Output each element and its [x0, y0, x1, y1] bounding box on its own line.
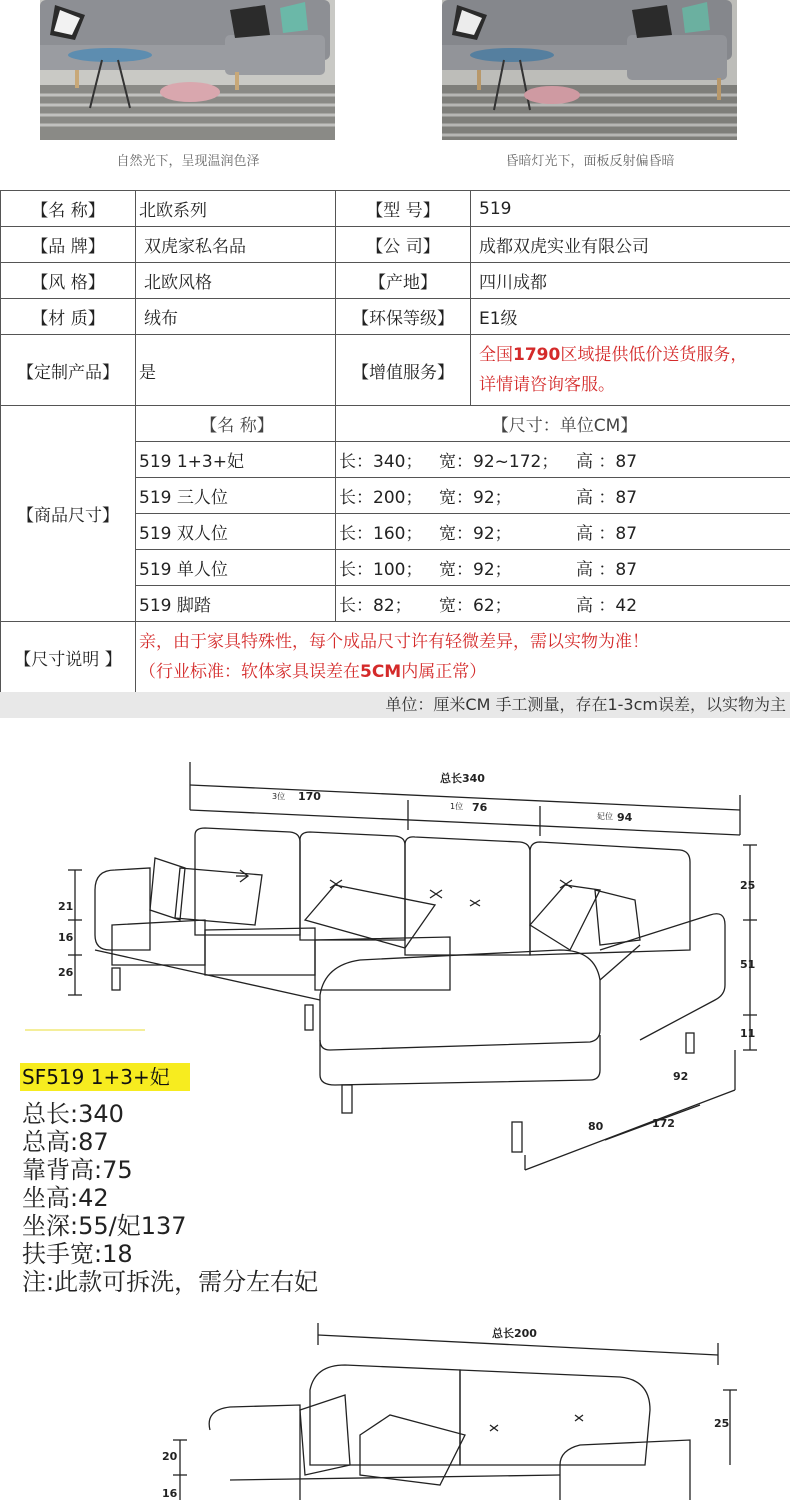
spec-row-style: [1, 263, 790, 299]
dim-right-1: 25: [740, 879, 756, 892]
dimension-info-list: [22, 1100, 318, 1296]
spec-row-name: [1, 191, 790, 227]
size-row-dims: 长：100； 宽：92； 高 ：87: [336, 550, 790, 586]
dim-left-1: 21: [58, 900, 74, 913]
eco-label: 【环保等级】: [336, 299, 471, 335]
dim-seg3-tag: 妃位: [597, 812, 613, 821]
dim2-left-2: 16: [162, 1487, 178, 1500]
service-line-2: 详情请咨询客服。: [479, 375, 615, 395]
dim-seg1-tag: 3位: [272, 792, 286, 801]
spec-row-material: [1, 299, 790, 335]
dim-depth-1: 92: [673, 1070, 689, 1083]
dim2-left-1: 20: [162, 1450, 178, 1463]
info-line: 扶手宽:18: [22, 1240, 133, 1268]
service-label: 【增值服务】: [336, 335, 471, 406]
size-col-name: 【名 称】: [136, 406, 336, 442]
size-row-name: 519 脚踏: [136, 586, 336, 622]
service-line-1: 全国1790区域提供低价送货服务，: [479, 345, 748, 365]
model-value: 519: [471, 191, 790, 227]
size-row-name: 519 双人位: [136, 514, 336, 550]
spec-row-brand: [1, 227, 790, 263]
spec-row-custom: [1, 335, 790, 406]
brand-label: 【品 牌】: [1, 227, 136, 263]
sofa-photo-natural-light: [40, 0, 335, 140]
dim2-right-1: 25: [714, 1417, 730, 1430]
size-row-dims: 长：200； 宽：92； 高 ：87: [336, 478, 790, 514]
note-line-1: 亲，由于家具特殊性，每个成品尺寸许有轻微差异，需以实物为准！: [139, 632, 649, 652]
origin-label: 【产地】: [336, 263, 471, 299]
size-header-row: [1, 406, 790, 442]
origin-value: 四川成都: [471, 263, 790, 299]
style-label: 【风 格】: [1, 263, 136, 299]
size-row-name: 519 三人位: [136, 478, 336, 514]
dim-seg1: 170: [298, 790, 321, 803]
material-value: 绒布: [136, 299, 336, 335]
dim-depth-2: 80: [588, 1120, 604, 1133]
note-value: [136, 622, 790, 693]
spec-table: [0, 190, 790, 693]
info-line: 注:此款可拆洗，需分左右妃: [22, 1268, 319, 1296]
eco-value: E1级: [471, 299, 790, 335]
size-row-dims: 长：82； 宽：62； 高 ：42: [336, 586, 790, 622]
size-row-name: 519 单人位: [136, 550, 336, 586]
sofa-photo-dim-light: [442, 0, 737, 140]
info-line: 总高:87: [22, 1128, 109, 1156]
custom-value: 是: [136, 335, 336, 406]
company-label: 【公 司】: [336, 227, 471, 263]
name-label: 【名 称】: [1, 191, 136, 227]
size-col-size: 【尺寸：单位CM】: [336, 406, 790, 442]
size-row-dims: 长：160； 宽：92； 高 ：87: [336, 514, 790, 550]
note-row: [1, 622, 790, 693]
dim-right-3: 11: [740, 1027, 756, 1040]
material-label: 【材 质】: [1, 299, 136, 335]
service-value: [471, 335, 790, 406]
size-section-label: 【商品尺寸】: [1, 406, 136, 622]
name-value: 北欧系列: [136, 191, 336, 227]
size-row-name: 519 1+3+妃: [136, 442, 336, 478]
dim-seg2-tag: 1位: [450, 802, 464, 811]
info-line: 靠背高:75: [22, 1156, 133, 1184]
style-value: 北欧风格: [136, 263, 336, 299]
dim2-total-length: 总长200: [492, 1327, 537, 1340]
sofa-three-seat-diagram: [0, 1315, 790, 1500]
info-line: 总长:340: [22, 1100, 124, 1128]
dim-seg3: 94: [617, 811, 633, 824]
company-value: 成都双虎实业有限公司: [471, 227, 790, 263]
custom-label: 【定制产品】: [1, 335, 136, 406]
photo-caption-natural: 自然光下，呈现温润色泽: [116, 154, 260, 169]
dim-seg2: 76: [472, 801, 488, 814]
dim-right-2: 51: [740, 958, 756, 971]
note-line-2: （行业标准：软体家具误差在5CM内属正常）: [139, 662, 487, 682]
note-label: 【尺寸说明 】: [1, 622, 136, 693]
dim-total-length: 总长340: [440, 772, 485, 785]
info-line: 坐高:42: [22, 1184, 109, 1212]
unit-note: 单位：厘米CM 手工测量，存在1-3cm误差，以实物为主: [0, 692, 790, 718]
brand-value: 双虎家私名品: [136, 227, 336, 263]
dim-depth-3: 172: [652, 1117, 675, 1130]
info-line: 坐深:55/妃137: [22, 1212, 187, 1240]
model-tag: SF519 1+3+妃: [20, 1063, 190, 1091]
photo-caption-dim: 昏暗灯光下，面板反射偏昏暗: [505, 154, 675, 169]
size-row-dims: 长：340； 宽：92~172； 高 ：87: [336, 442, 790, 478]
dim-left-2: 16: [58, 931, 74, 944]
model-label: 【型 号】: [336, 191, 471, 227]
dim-left-3: 26: [58, 966, 74, 979]
